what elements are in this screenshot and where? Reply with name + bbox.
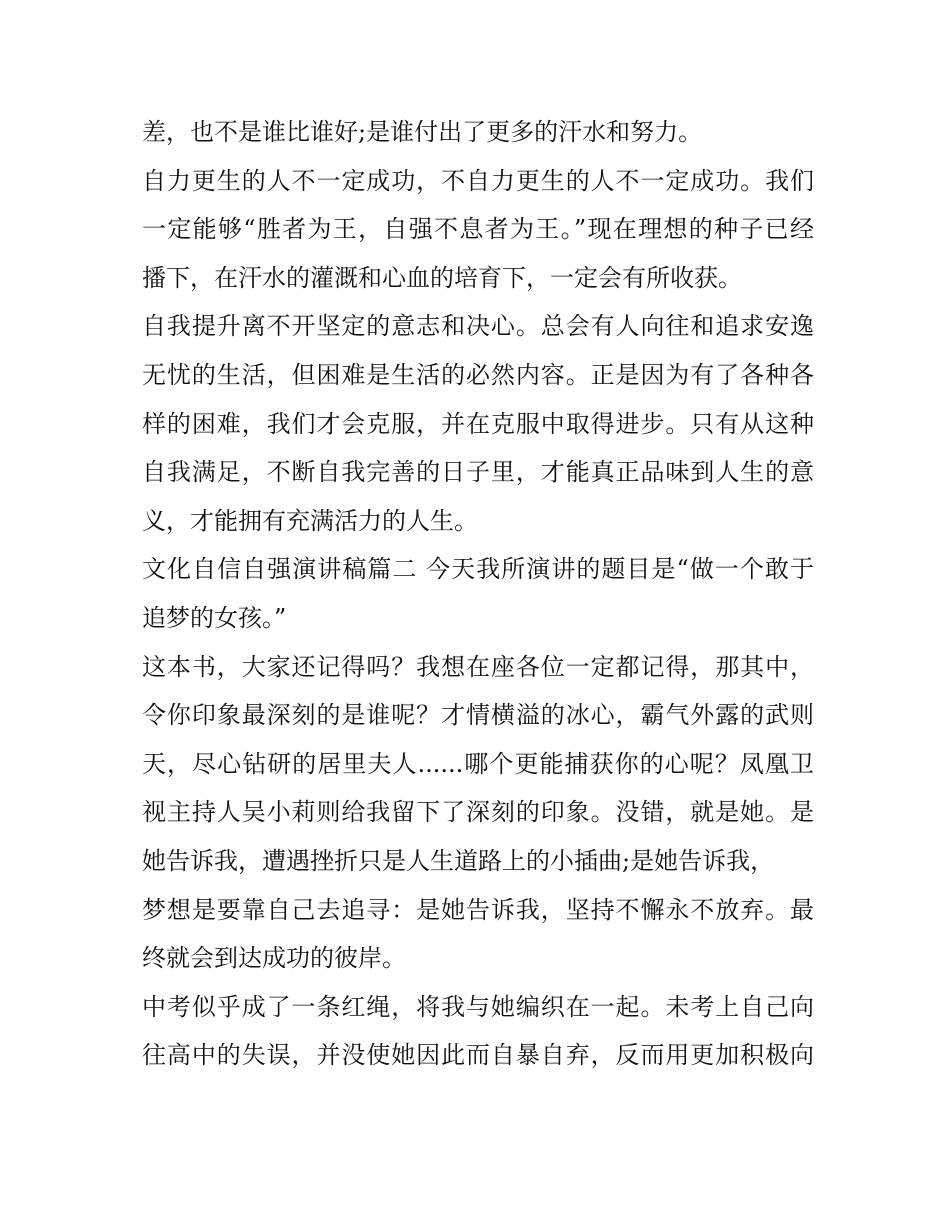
text-line: 令你印象最深刻的是谁呢？才情横溢的冰心，霸气外露的武则	[142, 701, 814, 730]
text-line: 一定能够“胜者为王，自强不息者为王。”现在理想的种子已经	[142, 215, 814, 244]
text-line: 视主持人吴小莉则给我留下了深刻的印象。没错，就是她。是	[142, 798, 814, 827]
text-line: 天，尽心钻研的居里夫人......哪个更能捕获你的心呢？凤凰卫	[142, 749, 814, 778]
text-line: 中考似乎成了一条红绳，将我与她编织在一起。未考上自己向	[142, 992, 814, 1021]
text-line: 往高中的失误，并没使她因此而自暴自弃，反而用更加积极向	[142, 1041, 814, 1070]
body-text	[142, 108, 814, 1080]
text-line: 样的困难，我们才会克服，并在克服中取得进步。只有从这种	[142, 409, 814, 438]
text-line: 播下，在汗水的灌溉和心血的培育下，一定会有所收获。	[142, 263, 742, 292]
text-line: 自我提升离不开坚定的意志和决心。总会有人向往和追求安逸	[142, 312, 814, 341]
text-line: 梦想是要靠自己去追寻：是她告诉我，坚持不懈永不放弃。最	[142, 895, 814, 924]
text-line: 无忧的生活，但困难是生活的必然内容。正是因为有了各种各	[142, 360, 814, 389]
text-line: 她告诉我，遭遇挫折只是人生道路上的小插曲;是她告诉我，	[142, 846, 775, 875]
text-line: 差，也不是谁比谁好;是谁付出了更多的汗水和努力。	[142, 118, 703, 146]
text-line: 自力更生的人不一定成功，不自力更生的人不一定成功。我们	[142, 166, 814, 195]
text-line: 义，才能拥有充满活力的人生。	[142, 506, 478, 535]
text-line: 自我满足，不断自我完善的日子里，才能真正品味到人生的意	[142, 458, 814, 487]
text-line: 文化自信自强演讲稿篇二 今天我所演讲的题目是“做一个敢于	[142, 555, 814, 584]
text-line: 追梦的女孩。”	[142, 603, 287, 632]
text-line: 这本书，大家还记得吗？我想在座各位一定都记得，那其中，	[142, 652, 814, 681]
text-line: 终就会到达成功的彼岸。	[142, 944, 406, 973]
